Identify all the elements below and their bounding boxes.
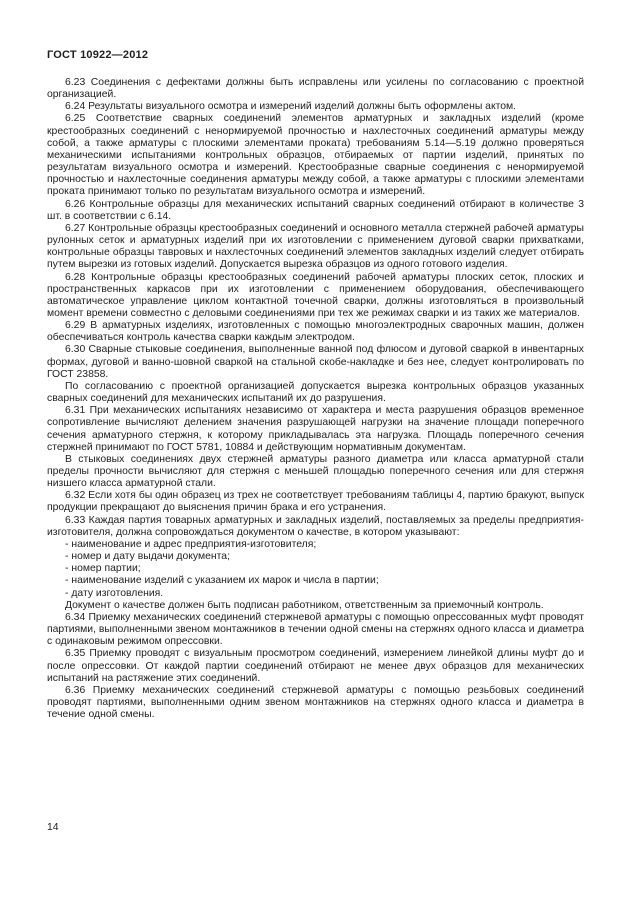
list-item-doc-number: - номер и дату выдачи документа; <box>65 551 230 563</box>
paragraph-6-30-note: По согласованию с проектной организацией допускается вырезка контрольных образцов указанных сварных соединений для механических испытаний их до разрушения. <box>47 380 584 405</box>
document-code: ГОСТ 10922—2012 <box>47 49 149 61</box>
paragraph-6-31-note: В стыковых соединениях двух стержней арматуры разного диаметра или класса арматурной стали пределы прочности вычисляют для стержня с меньшей площадью поперечного сечения или для стержня низшего класса арматурной стали. <box>47 453 584 490</box>
list-item-product-names: - наименование изделий с указанием их марок и числа в партии; <box>65 575 379 587</box>
paragraph-6-31: 6.31 При механических испытаниях независимо от характера и места разрушения образцов временное сопротивление вычисляют делением значения разрушающей нагрузки на значение площади поперечного сечения арматурного стержня, к которому прикладывалась эта нагрузка. Площадь поперечного сечения стержней принимают по ГОСТ 5781, 10884 и действующим нормативным документам. <box>47 405 584 453</box>
paragraph-6-25: 6.25 Соответствие сварных соединений элементов арматурных и закладных изделий (кроме крестообразных соединений с ненормируемой прочностью и нахлесточных соединений арматуры между собой, а также арматуры с плоскими элементами проката) требованиям 5.14—5.19 должно проверяться механическими испытаниями контрольных образцов, отбираемых от партии изделий, принятых по результатам визуального осмотра и измерений. Крестообразные сварные соединения с ненормируемой прочностью и нахлесточные соединения арматуры между собой, а также арматуры с плоскими элементами проката принимают только по результатам визуального осмотра и измерений. <box>47 113 584 198</box>
paragraph-6-23: 6.23 Соединения с дефектами должны быть исправлены или усилены по согласованию с проектной организацией. <box>47 77 584 101</box>
paragraph-6-35: 6.35 Приемку проводят с визуальным просмотром соединений, измерением линейкой длины муфт до и после опрессовки. От каждой партии соединений отбирают не менее двух образцов для механических испытаний на растяжение этих соединений. <box>47 648 584 684</box>
paragraph-6-26: 6.26 Контрольные образцы для механических испытаний сварных соединений отбирают в количестве 3 шт. в соответствии с 6.14. <box>47 198 584 222</box>
paragraph-6-30: 6.30 Сварные стыковые соединения, выполненные ванной под флюсом и дуговой сваркой в инвентарных формах, дуговой и ванно-шовной сваркой на стальной скобе-накладке и без нее, следует контролировать по ГОСТ 23858. <box>47 344 584 380</box>
paragraph-6-34: 6.34 Приемку механических соединений стержневой арматуры с помощью опрессованных муфт проводят партиями, выполненными звеном монтажников в течении одной смены на стержнях одного класса и диаметра с одинаковым режимом опрессовки. <box>47 611 584 648</box>
paragraph-6-28: 6.28 Контрольные образцы крестообразных соединений рабочей арматуры плоских сеток, плоских и пространственных каркасов при их изготовлении с применением оборудования, обеспечивающего автоматическое управление циклом контактной точечной сварки, должны изготовляться в произвольный момент времени совместно с деловыми соединениями при тех же режимах сварки и из таких же материалов. <box>47 271 584 319</box>
paragraph-6-32: 6.32 Если хотя бы один образец из трех не соответствует требованиям таблицы 4, партию бракуют, выпуск продукции прекращают до выяснения причин брака и его устранения. <box>47 490 584 514</box>
paragraph-6-29: 6.29 В арматурных изделиях, изготовленных с помощью многоэлектродных сварочных машин, должен обеспечиваться контроль качества сварки каждым электродом. <box>47 320 584 344</box>
paragraph-6-24: 6.24 Результаты визуального осмотра и измерений изделий должны быть оформлены актом. <box>65 101 517 113</box>
list-item-manufacture-date: - дату изготовления. <box>65 587 164 599</box>
paragraph-6-27: 6.27 Контрольные образцы крестообразных соединений и основного металла стержней рабочей арматуры рулонных сеток и арматурных изделий при их изготовлении с применением дуговой сварки прихватками, контрольные образцы тавровых и нахлесточных соединений элементов закладных изделий следует отбирать путем вырезки из готовых изделий. Допускается вырезка образцов из одного готового изделия. <box>47 222 584 271</box>
paragraph-6-36: 6.36 Приемку механических соединений стержневой арматуры с помощью резьбовых соединений проводят партиями, выполненными одним звеном монтажников на стержнях одного класса и диаметра в течение одной смены. <box>47 684 584 721</box>
page-number: 14 <box>47 822 59 833</box>
paragraph-6-33: 6.33 Каждая партия товарных арматурных и закладных изделий, поставляемых за пределы предприятия-изготовителя, должна сопровождаться документом о качестве, в котором указывают: <box>47 514 584 538</box>
list-item-batch-number: - номер партии; <box>65 563 141 575</box>
list-item-manufacturer: - наименование и адрес предприятия-изготовителя; <box>65 538 317 550</box>
document-body <box>47 77 584 721</box>
paragraph-quality-doc: Документ о качестве должен быть подписан работником, ответственным за приемочный контроль. <box>65 599 544 611</box>
